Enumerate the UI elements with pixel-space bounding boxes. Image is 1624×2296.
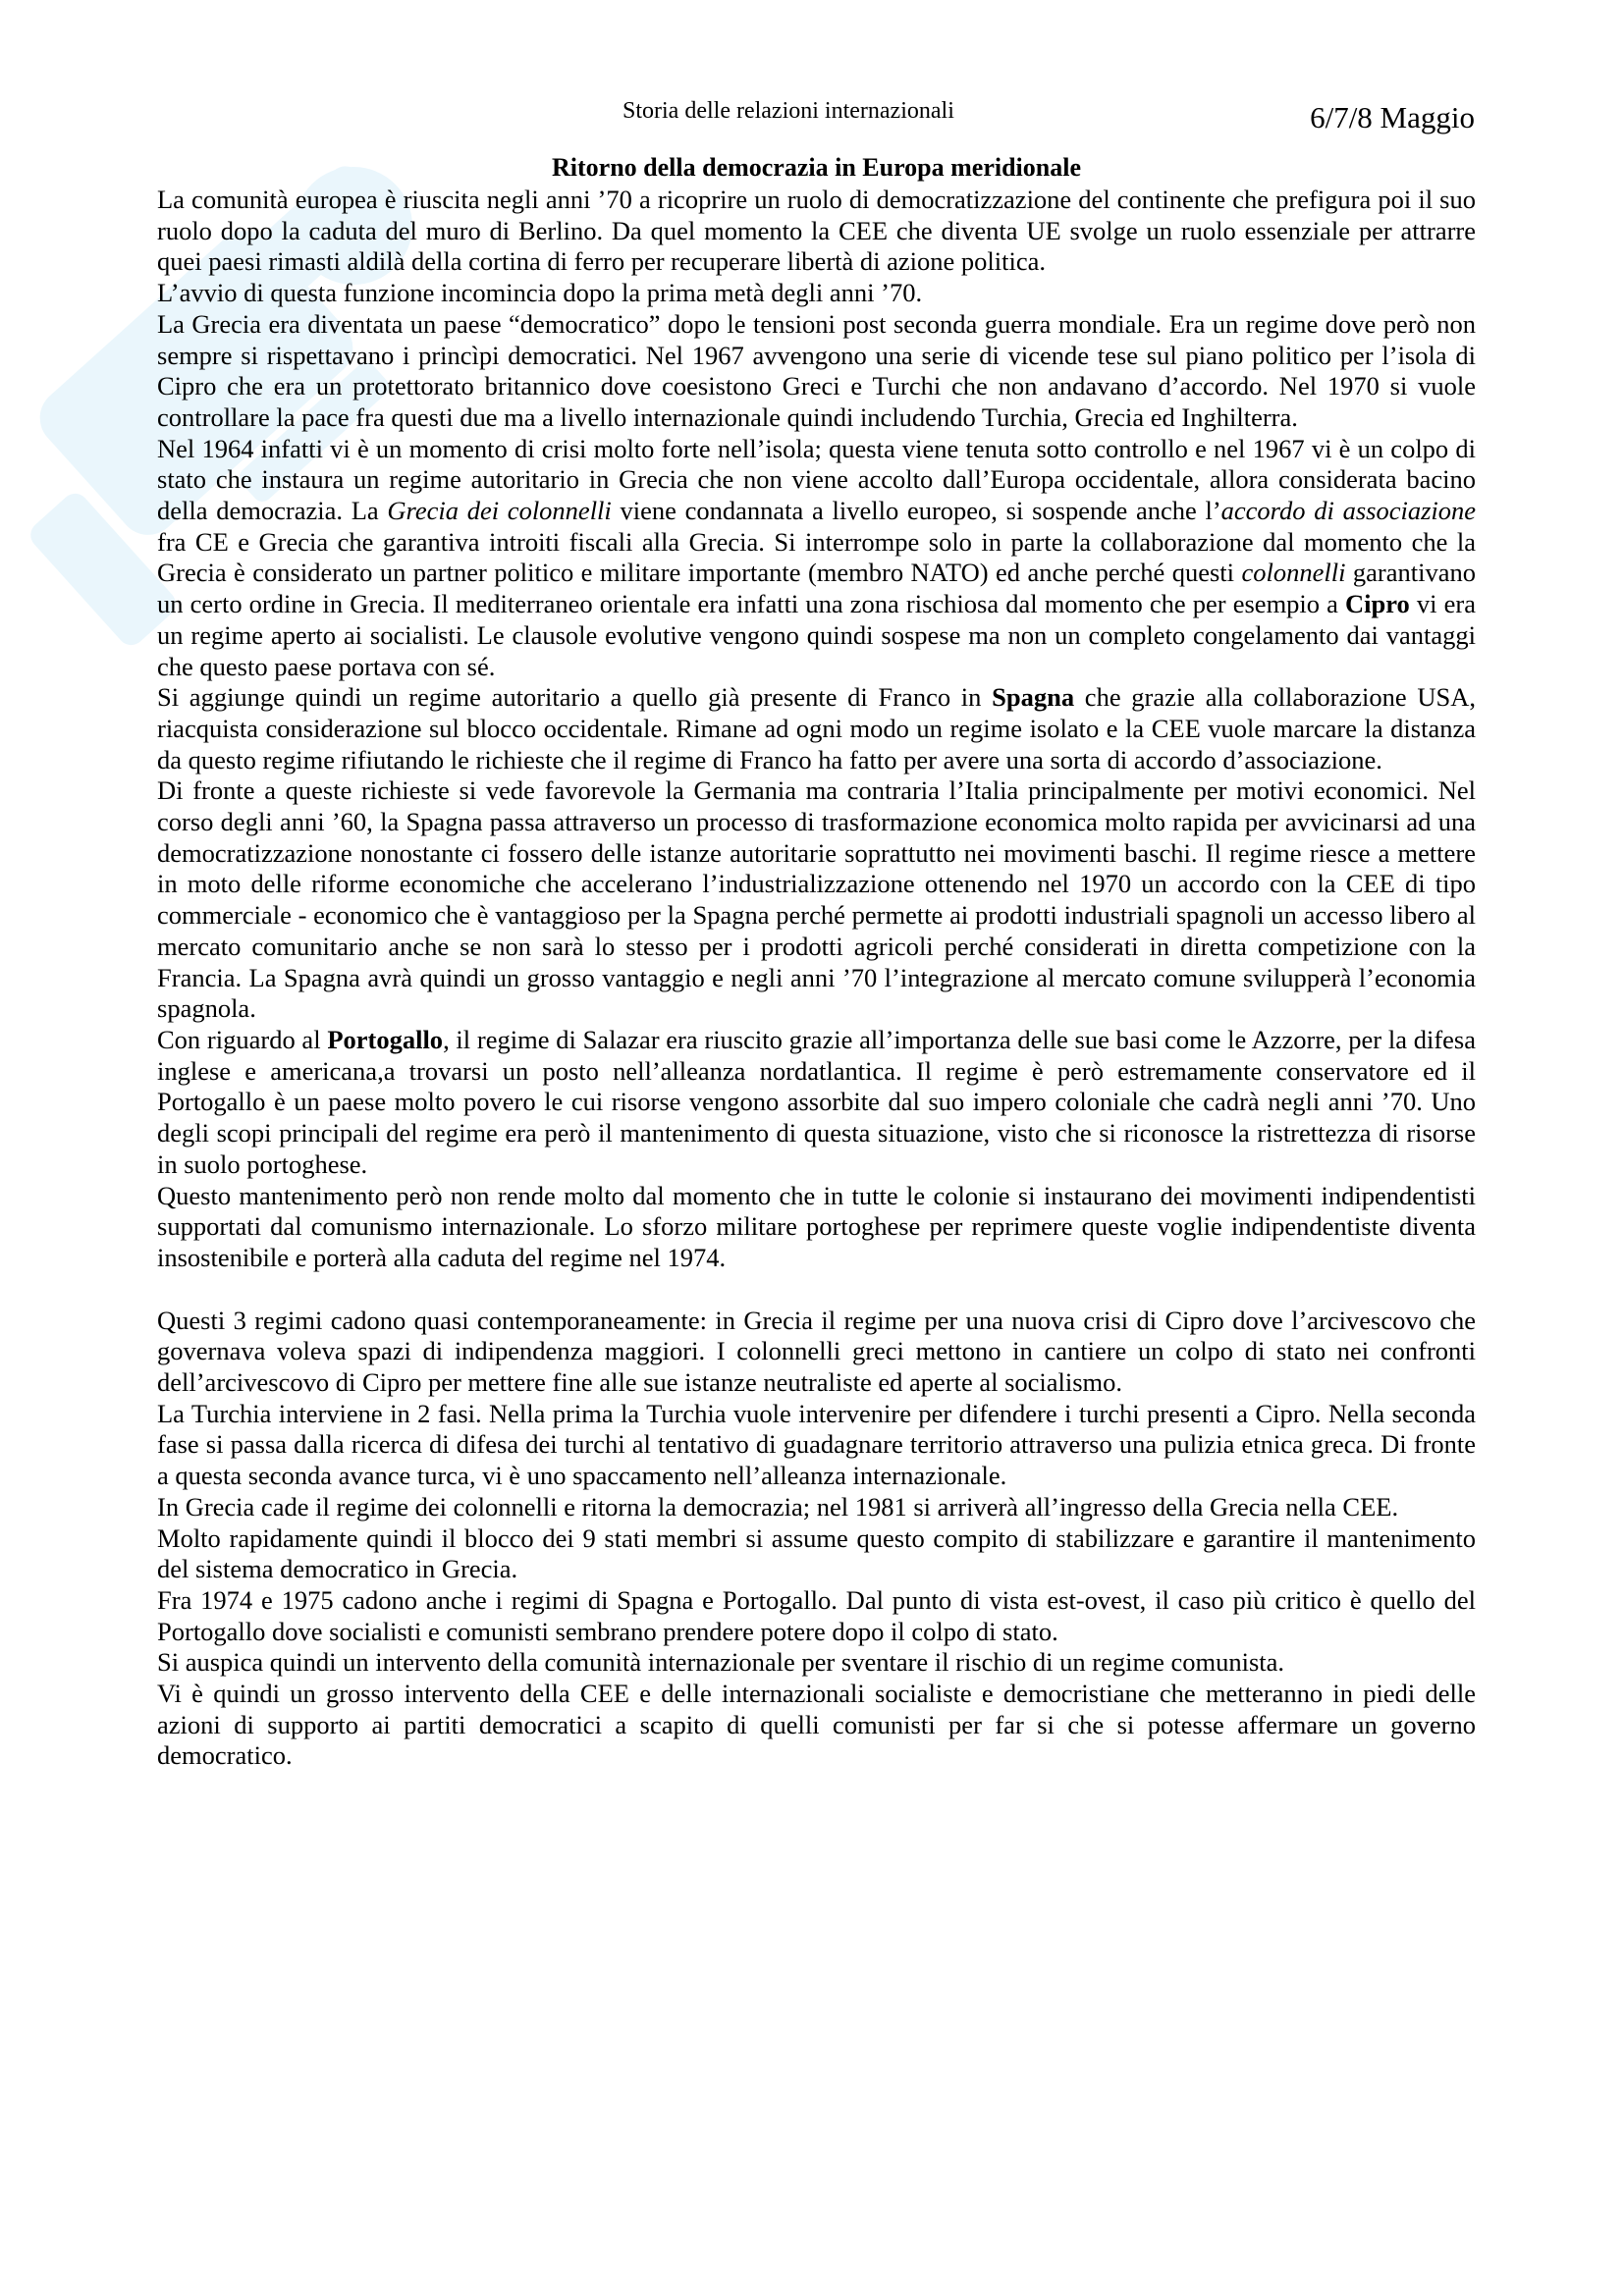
text-run: Questo mantenimento però non rende molto dal momento che in tutte le colonie si instaurano dei movimenti indipendentisti supportati dal comunismo internazionale. Lo sforzo militare portoghese per reprimere queste voglie indipendentiste diventa insostenibile e porterà alla caduta del regime nel 1974. [157, 1180, 1476, 1272]
document-title: Ritorno della democrazia in Europa meridionale [552, 153, 1081, 182]
paragraph [157, 775, 1476, 1025]
lecture-date: 6/7/8 Maggio [1310, 100, 1475, 134]
paragraph [157, 434, 1476, 683]
paragraph-container [157, 185, 1476, 1772]
italic-term: accordo di associazione [1220, 496, 1477, 526]
text-run: che grazie alla collaborazione USA, riacquista considerazione sul blocco occidentale. Rimane ad ogni modo un regime isolato e la CEE vuole marcare la distanza da questo regime rifiutando le richieste che il regime di Franco ha fatto per avere una sorta di accordo d’associazione. [157, 682, 1477, 774]
text-run: La Turchia interviene in 2 fasi. Nella prima la Turchia vuole intervenire per difendere i turchi presenti a Cipro. Nella seconda fase si passa dalla ricerca di difesa dei turchi al tentativo di guadagnare territorio attraverso una pulizia etnica greca. Di fronte a questa seconda avance turca, vi è uno spaccamento nell’alleanza internazionale. [157, 1398, 1476, 1491]
paragraph [157, 1523, 1476, 1585]
paragraph [157, 1399, 1476, 1492]
paragraph [157, 1492, 1476, 1523]
text-run: Vi è quindi un grosso intervento della CEE e delle internazionali socialiste e democristiane che metteranno in piedi delle azioni di supporto ai partiti democratici a scapito di quelli comunisti per far si che si potesse affermare un governo democratico. [157, 1679, 1476, 1771]
text-run: Di fronte a queste richieste si vede favorevole la Germania ma contraria l’Italia principalmente per motivi economici. Nel corso degli anni ’60, la Spagna passa attraverso un processo di trasformazione economica molto rapida per avvicinarsi ad una democratizzazione nonostante ci fossero delle istanze autoritarie soprattutto nei movimenti baschi. Il regime riesce a mettere in moto delle riforme economiche che accelerano l’industrializzazione ottenendo nel 1970 un accordo con la CEE di tipo commerciale - economico che è vantaggioso per la Spagna perché permette ai prodotti industriali spagnoli un accesso libero al mercato comunitario anche se non sarà lo stesso per i prodotti agricoli perché considerati in diretta competizione con la Francia. La Spagna avrà quindi un grosso vantaggio e negli anni ’70 l’integrazione al mercato comune svilupperà l’economia spagnola. [157, 775, 1476, 1024]
text-run: , il regime di Salazar era riuscito grazie all’importanza delle sue basi come le Azzorre, per la difesa inglese e americana,a trovarsi un posto nell’alleanza nordatlantica. Il regime è però estremamente conservatore ed il Portogallo è un paese molto povero le cui risorse vengono assorbite dal suo impero coloniale che cadrà negli anni ’70. Uno degli scopi principali del regime era però il mantenimento di questa situazione, visto che si riconosce la ristrettezza di risorse in suolo portoghese. [157, 1024, 1477, 1179]
page-header [0, 90, 1624, 139]
bold-term: Spagna [992, 682, 1075, 713]
section-gap [157, 1274, 1476, 1306]
text-run: garantivano un certo ordine in Grecia. Il mediterraneo orientale era infatti una zona rischiosa dal momento che per esempio a [157, 558, 1476, 619]
paragraph [157, 278, 1476, 309]
text-run: Si auspica quindi un intervento della comunità internazionale per sventare il rischio di un regime comunista. [157, 1647, 1285, 1678]
text-run: In Grecia cade il regime dei colonnelli e ritorna la democrazia; nel 1981 si arriverà all’ingresso della Grecia nella CEE. [157, 1491, 1399, 1522]
bold-term: Portogallo [327, 1024, 444, 1054]
text-run: Nel 1964 infatti vi è un momento di crisi molto forte nell’isola; questa viene tenuta sotto controllo e nel 1967 vi è un colpo di stato che instaura un regime autoritario in Grecia che non viene accolto dall’Europa occidentale, allora considerata bacino della democrazia. La [157, 433, 1476, 526]
paragraph [157, 1181, 1476, 1274]
italic-term: Grecia dei colonnelli [387, 496, 612, 526]
text-run: Questi 3 regimi cadono quasi contemporaneamente: in Grecia il regime per una nuova crisi di Cipro dove l’arcivescovo che governava voleva spazi di indipendenza maggiori. I colonnelli greci mettono in cantiere un colpo di stato nei confronti dell’arcivescovo di Cipro per mettere fine alle sue istanze neutraliste ed aperte al socialismo. [157, 1305, 1476, 1398]
text-run: Molto rapidamente quindi il blocco dei 9 stati membri si assume questo compito di stabilizzare e garantire il mantenimento del sistema democratico in Grecia. [157, 1522, 1476, 1584]
paragraph [157, 185, 1476, 278]
text-run: Si aggiunge quindi un regime autoritario a quello già presente di Franco in [157, 682, 993, 713]
paragraph [157, 682, 1476, 775]
document-body [157, 151, 1476, 1772]
paragraph [157, 1025, 1476, 1181]
text-run: La Grecia era diventata un paese “democratico” dopo le tensioni post seconda guerra mondiale. Era un regime dove però non sempre si rispettavano i princìpi democratici. Nel 1967 avvengono una serie di vicende tese sul piano politico per l’isola di Cipro che era un protettorato britannico dove coesistono Greci e Turchi che non andavano d’accordo. Nel 1970 si vuole controllare la pace fra questi due ma a livello internazionale quindi includendo Turchia, Grecia ed Inghilterra. [157, 308, 1476, 432]
text-run: La comunità europea è riuscita negli anni ’70 a ricoprire un ruolo di democratizzazione del continente che prefigura poi il suo ruolo dopo la caduta del muro di Berlino. Da quel momento la CEE che diventa UE svolge un ruolo essenziale per attrarre quei paesi rimasti aldilà della cortina di ferro per recuperare libertà di azione politica. [157, 185, 1476, 277]
text-run: L’avvio di questa funzione incomincia dopo la prima metà degli anni ’70. [157, 278, 923, 308]
text-run: Fra 1974 e 1975 cadono anche i regimi di Spagna e Portogallo. Dal punto di vista est-ovest, il caso più critico è quello del Portogallo dove socialisti e comunisti sembrano prendere potere dopo il colpo di stato. [157, 1584, 1476, 1646]
paragraph [157, 309, 1476, 434]
paragraph [157, 1585, 1476, 1647]
text-run: Con riguardo al [157, 1024, 328, 1054]
text-run: viene condannata a livello europeo, si sospende anche l’ [611, 496, 1221, 526]
bold-term: Cipro [1345, 589, 1410, 619]
text-run: fra CE e Grecia che garantiva introiti fiscali alla Grecia. Si interrompe solo in parte la collaborazione dal momento che la Grecia è considerato un partner politico e militare importante (membro NATO) ed anche perché questi [157, 526, 1476, 588]
course-name: Storia delle relazioni internazionali [623, 98, 954, 124]
italic-term: colonnelli [1241, 558, 1346, 588]
paragraph [157, 1679, 1476, 1772]
paragraph [157, 1306, 1476, 1399]
text-run: vi era un regime aperto ai socialisti. Le clausole evolutive vengono quindi sospese ma non un completo congelamento dai vantaggi che questo paese portava con sé. [157, 589, 1476, 681]
paragraph [157, 1647, 1476, 1679]
